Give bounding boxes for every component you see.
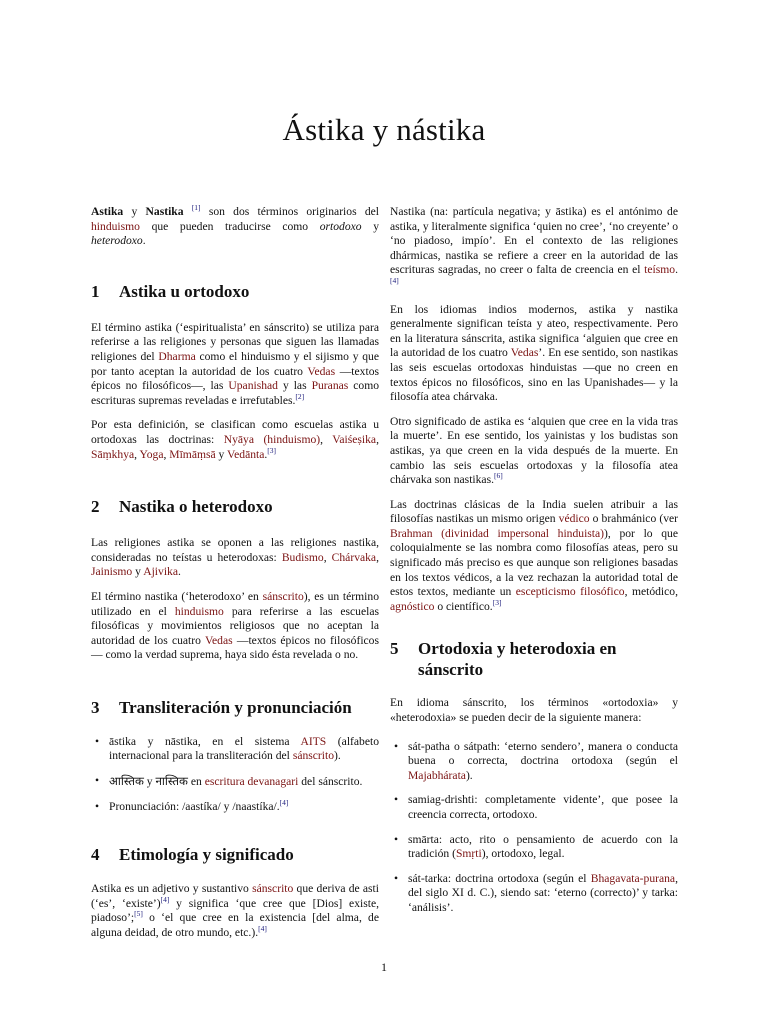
- link-smrti[interactable]: Smṛti: [455, 847, 482, 861]
- link-vedico[interactable]: védico: [558, 512, 590, 526]
- link-charvaka[interactable]: Chárvaka: [331, 550, 377, 564]
- intro-paragraph: Astika y Nastika [1] son dos términos originarios del hinduismo que pueden traducirse como ortodoxo y heterodoxo.: [91, 203, 380, 248]
- ref-link[interactable]: [3]: [492, 597, 502, 607]
- link-majabharata[interactable]: Majabhárata: [408, 768, 466, 782]
- ref-link[interactable]: [2]: [295, 391, 305, 401]
- link-puranas[interactable]: Puranas: [311, 379, 349, 393]
- orthodoxy-list: [390, 740, 678, 916]
- ref-link[interactable]: [3]: [267, 445, 277, 455]
- link-hinduismo[interactable]: hinduismo: [91, 219, 140, 233]
- s4-paragraph-2: Nastika (na: partícula negativa; y āstika) es el antónimo de astika, y literalmente significa ‘quien no cree’, ‘no creyente’ o ‘no piadoso, impío’. En el contexto de las religiones dhármicas, nastika se refiere a creer en la autoridad de las escrituras sagradas, no creer o falta de creencia en el teísmo.[4]: [390, 205, 678, 286]
- page-title: Ástika y nástika: [282, 112, 486, 147]
- link-agnostico[interactable]: agnóstico: [390, 599, 435, 613]
- page-number: 1: [381, 960, 387, 974]
- link-hinduismo[interactable]: hinduismo: [174, 604, 224, 618]
- list-item: • आस्तिक y नास्तिक en escritura devanagari del sánscrito.: [91, 774, 379, 790]
- section-2-heading: 2 Nastika o heterodoxo: [91, 497, 273, 517]
- ref-link[interactable]: [4]: [390, 276, 399, 286]
- link-sanscrito[interactable]: sánscrito: [262, 589, 304, 603]
- link-bhagavata-purana[interactable]: Bhagavata-purana: [590, 871, 676, 885]
- section-3-heading: 3 Transliteración y pronunciación: [91, 697, 352, 717]
- link-vedas[interactable]: Vedas: [510, 346, 539, 360]
- term-nastika: Nastika: [145, 205, 184, 218]
- section-5-heading: 5 Ortodoxia y heterodoxia en sánscrito: [390, 639, 617, 680]
- ref-link[interactable]: [1]: [191, 203, 201, 213]
- link-upanishad[interactable]: Upanishad: [228, 379, 278, 393]
- s4-paragraph-4: Otro significado de astika es ‘alquien que cree en la vida tras la muerte’. En ese sentido, los yainistas y los budistas son astikas, ya que creen en la vida después de la muerte. En cambio las seis escuelas ortodoxas y la filosofía atea chárvaka son nastikas.[6]: [390, 414, 678, 487]
- section-4-heading: 4 Etimología y significado: [91, 845, 294, 865]
- link-vedanta[interactable]: Vedānta: [227, 447, 265, 461]
- transliteration-list: [91, 735, 379, 814]
- ref-link[interactable]: [4]: [279, 797, 289, 807]
- ref-link[interactable]: [4]: [160, 894, 170, 904]
- s1-paragraph-1: El término astika (‘espiritualista’ en sánscrito) se utiliza para referirse a las religiones y personas que siguen las llamadas religiones del Dharma como el hinduismo y el sijismo y que por tanto aceptan la autoridad de los cuatro Vedas —textos épicos no filosóficos—, las Upanishad y las Puranas como escrituras supremas reveladas e irrefutables.[2]: [91, 320, 380, 407]
- link-samkhya[interactable]: Sāṃkhya: [91, 447, 135, 461]
- term-astika: Astika: [91, 205, 124, 218]
- ref-link[interactable]: [6]: [494, 471, 503, 481]
- list-item: • āstika y nāstika, en el sistema AITS (alfabeto internacional para la transliteración del sánscrito).: [91, 735, 379, 764]
- link-teismo[interactable]: teísmo: [644, 263, 676, 277]
- list-item: • sát-patha o sátpath: ‘eterno sendero’, manera o conducta buena o correcta, doctrina ortodoxa (según el Majabhárata).: [390, 740, 678, 784]
- link-nyaya[interactable]: Nyāya (hinduismo): [223, 432, 321, 446]
- s2-paragraph-1: Las religiones astika se oponen a las religiones nastika, consideradas no teístas u heterodoxas: Budismo, Chárvaka, Jainismo y Ajivika.: [91, 536, 379, 579]
- ref-link[interactable]: [4]: [258, 924, 267, 934]
- list-item: • smārta: acto, rito o pensamiento de acuerdo con la tradición (Smṛti), ortodoxo, legal.: [390, 833, 678, 862]
- list-item: • samiag-drishti: completamente vidente’, que posee la creencia correcta, ortodoxo.: [390, 793, 678, 822]
- s2-paragraph-2: El término nastika (‘heterodoxo’ en sánscrito), es un término utilizado en el hinduismo para referirse a las escuelas filosóficas y movimientos religiosos que no aceptan la autoridad de los cuatro Vedas —textos épicos no filosóficos— como la verdad suprema, haya sido ésta revelada o no.: [91, 589, 379, 662]
- link-yoga[interactable]: Yoga: [139, 447, 164, 461]
- link-mimamsa[interactable]: Mīmāṃsā: [169, 447, 216, 461]
- s4-paragraph-5: Las doctrinas clásicas de la India suelen atribuir a las filosofías nastikas un mismo origen védico o brahmánico (ver Brahman (divinidad impersonal hinduista)), por lo que coloquialmente se las nombra como filosofías ateas, pero su significado más preciso es que aunque son religiones basadas en los textos védicos, a la vez rechazan la autoridad total de estos textos, mediante un escepticismo filosófico, metódico, agnóstico o científico.[3]: [390, 497, 678, 613]
- list-item: • Pronunciación: /aastíka/ y /naastíka/.[4]: [91, 800, 379, 815]
- link-escepticismo[interactable]: escepticismo filosófico: [515, 585, 625, 599]
- link-budismo[interactable]: Budismo: [281, 550, 324, 564]
- link-vedas[interactable]: Vedas: [307, 364, 336, 378]
- link-sanscrito[interactable]: sánscrito: [292, 749, 335, 763]
- link-vedas[interactable]: Vedas: [204, 633, 233, 647]
- link-sanscrito[interactable]: sánscrito: [252, 882, 294, 896]
- list-item: • sát-tarka: doctrina ortodoxa (según el Bhagavata-purana, del siglo XI d. C.), siendo sat: ‘eterno (correcto)’ y tarka: ‘análisis’.: [390, 872, 678, 916]
- link-ajivika[interactable]: Ajivika: [143, 565, 178, 579]
- section-1-heading: 1 Astika u ortodoxo: [91, 281, 250, 301]
- link-devanagari[interactable]: escritura devanagari: [204, 775, 299, 789]
- link-brahman[interactable]: Brahman (divinidad impersonal hinduista): [390, 526, 605, 540]
- link-jainismo[interactable]: Jainismo: [91, 565, 133, 579]
- right-column: [390, 205, 678, 926]
- link-aits[interactable]: AITS: [300, 734, 327, 748]
- link-dharma[interactable]: Dharma: [158, 349, 196, 363]
- link-vaisesika[interactable]: Vaiśeṣika: [332, 432, 377, 446]
- s4-paragraph-3: En los idiomas indios modernos, astika y nastika generalmente significan teísta y ateo, respectivamente. Pero en la literatura sánscrita, astika significa ‘alguien que cree en la autoridad de los cuatro Vedas’. En ese sentido, son nastikas las seis escuelas ortodoxas hinduistas —que no creen en textos épicos no filosóficos, sino en las Upanishades— y la filosofía atea chárvaka.: [390, 302, 678, 404]
- s5-intro: En idioma sánscrito, los términos «ortodoxia» y «heterodoxia» se pueden decir de la siguiente manera:: [390, 696, 678, 725]
- left-column: [91, 205, 379, 941]
- s1-paragraph-2: Por esta definición, se clasifican como escuelas astika u ortodoxas las doctrinas: Nyāya (hinduismo), Vaiśeṣika, Sāṃkhya, Yoga, Mīmāṃsā y Vedānta.[3]: [91, 418, 379, 461]
- s4-paragraph-1-start: Astika es un adjetivo y sustantivo sánscrito que deriva de asti (‘es’, ‘existe’)[4] y significa ‘que cree que [Dios] existe, piadoso’;[5] o ‘el que cree en la existencia [del alma, de alguna deidad, de otro mundo, etc.).[4]: [91, 882, 379, 940]
- ref-link[interactable]: [5]: [134, 909, 143, 919]
